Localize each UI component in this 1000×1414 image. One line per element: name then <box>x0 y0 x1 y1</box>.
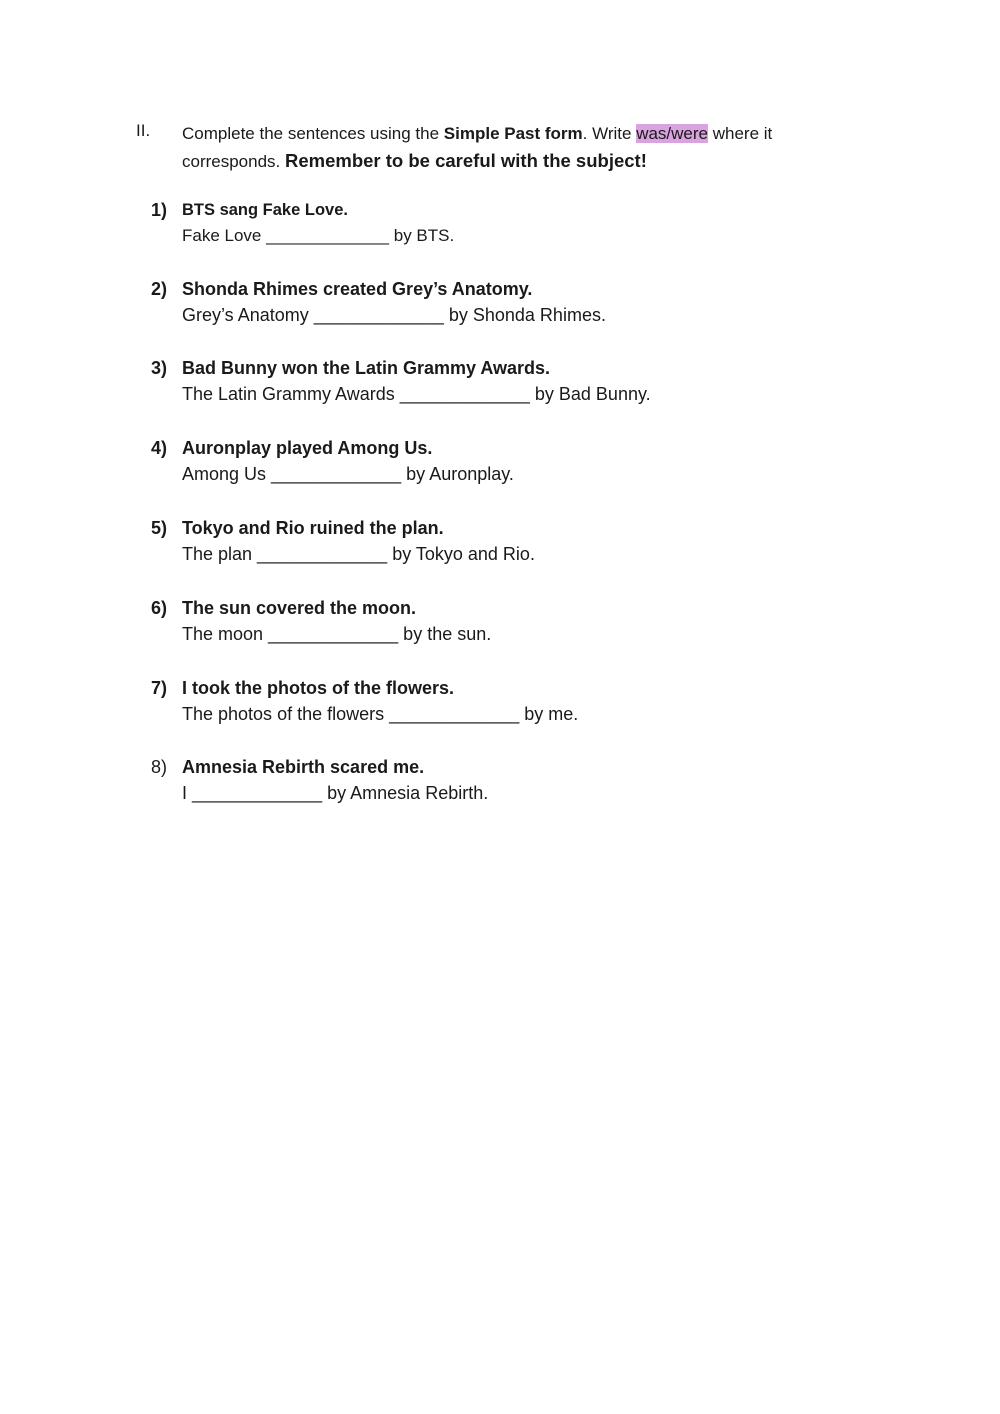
item-number: 3) <box>151 358 168 378</box>
exercise-item <box>0 276 1000 332</box>
section-number: II. <box>136 121 151 140</box>
instructions <box>182 120 862 175</box>
exercise-item <box>0 754 1000 810</box>
exercise-item <box>0 595 1000 651</box>
item-sentence: BTS sang Fake Love. <box>182 201 348 219</box>
item-sentence: Shonda Rhimes created Grey’s Anatomy. <box>182 279 533 299</box>
item-answer-line: Among Us _____________ by Auronplay. <box>182 464 514 484</box>
exercise-item <box>0 355 1000 411</box>
exercise-item <box>0 197 1000 253</box>
instruction-reminder: Remember to be careful with the subject! <box>285 150 647 171</box>
item-answer-line: The Latin Grammy Awards _____________ by Bad Bunny. <box>182 384 651 404</box>
item-answer-line: The photos of the flowers _____________ by me. <box>182 704 579 724</box>
item-sentence: Tokyo and Rio ruined the plan. <box>182 518 444 538</box>
instruction-text: . Write <box>582 124 637 143</box>
item-number: 1) <box>151 200 168 220</box>
item-answer-line: Fake Love _____________ by BTS. <box>182 226 455 245</box>
item-number: 6) <box>151 598 168 618</box>
highlighted-term: was/were <box>636 124 708 143</box>
item-number: 5) <box>151 518 168 538</box>
item-number: 7) <box>151 678 168 698</box>
item-answer-line: The moon _____________ by the sun. <box>182 624 492 644</box>
instruction-text: where it corresponds. <box>182 124 773 171</box>
item-sentence: Amnesia Rebirth scared me. <box>182 757 425 777</box>
instruction-bold-term: Simple Past form <box>443 124 583 143</box>
item-number: 8) <box>151 757 168 777</box>
item-sentence: The sun covered the moon. <box>182 598 417 618</box>
instruction-text: Complete the sentences using the <box>182 124 444 143</box>
item-number: 2) <box>151 279 168 299</box>
exercise-item <box>0 435 1000 491</box>
item-sentence: Auronplay played Among Us. <box>182 438 433 458</box>
exercise-item <box>0 515 1000 571</box>
item-answer-line: The plan _____________ by Tokyo and Rio. <box>182 544 535 564</box>
item-number: 4) <box>151 438 168 458</box>
item-answer-line: I _____________ by Amnesia Rebirth. <box>182 783 489 803</box>
item-sentence: Bad Bunny won the Latin Grammy Awards. <box>182 358 551 378</box>
item-answer-line: Grey’s Anatomy _____________ by Shonda Rhimes. <box>182 305 606 325</box>
item-sentence: I took the photos of the flowers. <box>182 678 454 698</box>
exercise-item <box>0 675 1000 731</box>
